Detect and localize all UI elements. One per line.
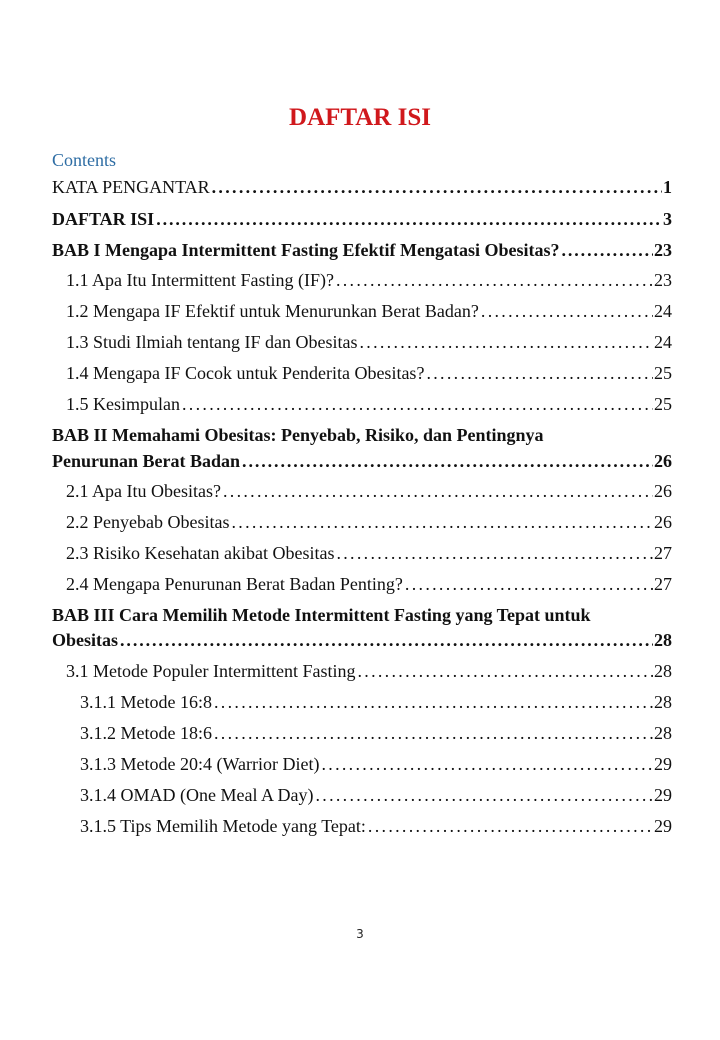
toc-page-number: 29 (654, 816, 672, 836)
toc-entry[interactable] (66, 542, 672, 564)
dot-leader (223, 480, 653, 502)
toc-entry-text: 2.1 Apa Itu Obesitas? (66, 481, 221, 501)
toc-entry-text: 1.1 Apa Itu Intermittent Fasting (IF)? (66, 270, 334, 290)
toc-entry-text: 3.1.5 Tips Memilih Metode yang Tepat: (80, 816, 366, 836)
dot-leader (156, 208, 662, 230)
toc-entry[interactable] (80, 753, 672, 775)
toc-entry[interactable] (66, 362, 672, 384)
dot-leader (182, 393, 653, 415)
toc-entry[interactable] (66, 300, 672, 322)
toc-chapter-entry[interactable] (52, 629, 672, 651)
toc-entry[interactable] (66, 660, 672, 682)
toc-entry[interactable] (66, 480, 672, 502)
toc-entry[interactable] (66, 573, 672, 595)
toc-chapter-entry-line1[interactable]: BAB III Cara Memilih Metode Intermittent Fasting yang Tepat untuk (52, 605, 591, 625)
dot-leader (561, 239, 653, 261)
toc-entry-text: 3.1.4 OMAD (One Meal A Day) (80, 785, 314, 805)
dot-leader (120, 629, 653, 651)
toc-page-number: 25 (654, 394, 672, 414)
toc-entry-text: Penurunan Berat Badan (52, 451, 241, 471)
page-number-footer: 3 (356, 927, 364, 941)
toc-entry[interactable] (66, 511, 672, 533)
toc-page-number: 3 (663, 209, 672, 229)
toc-entry-text: BAB I Mengapa Intermittent Fasting Efektif Mengatasi Obesitas? (52, 240, 560, 260)
toc-page-number: 28 (654, 692, 672, 712)
toc-entry[interactable] (52, 176, 672, 198)
toc-entry-text: 2.3 Risiko Kesehatan akibat Obesitas (66, 543, 335, 563)
dot-leader (368, 815, 653, 837)
toc-entry[interactable] (80, 722, 672, 744)
toc-entry-text: KATA PENGANTAR (52, 177, 210, 197)
dot-leader (481, 300, 653, 322)
dot-leader (357, 660, 653, 682)
toc-page-number: 28 (654, 630, 672, 650)
toc-entry-text: 1.2 Mengapa IF Efektif untuk Menurunkan Berat Badan? (66, 301, 479, 321)
toc-page-number: 29 (654, 785, 672, 805)
toc-entry[interactable] (66, 269, 672, 291)
toc-page-number: 28 (654, 661, 672, 681)
toc-chapter-entry-line1[interactable]: BAB II Memahami Obesitas: Penyebab, Risiko, dan Pentingnya (52, 425, 544, 445)
toc-entry-text: 1.4 Mengapa IF Cocok untuk Penderita Obesitas? (66, 363, 425, 383)
dot-leader (359, 331, 653, 353)
toc-entry[interactable] (66, 331, 672, 353)
toc-page-number: 27 (654, 574, 672, 594)
toc-entry[interactable] (66, 393, 672, 415)
toc-page-number: 24 (654, 301, 672, 321)
toc-page-number: 26 (654, 451, 672, 471)
toc-entry-text: 1.3 Studi Ilmiah tentang IF dan Obesitas (66, 332, 358, 352)
toc-page-number: 24 (654, 332, 672, 352)
toc-entry-text: 3.1 Metode Populer Intermittent Fasting (66, 661, 356, 681)
toc-entry[interactable] (52, 208, 672, 230)
dot-leader (212, 176, 662, 198)
toc-entry-text: 1.5 Kesimpulan (66, 394, 180, 414)
dot-leader (336, 269, 653, 291)
toc-entry[interactable] (80, 815, 672, 837)
toc-chapter-entry[interactable] (52, 239, 672, 261)
toc-entry-text: 3.1.3 Metode 20:4 (Warrior Diet) (80, 754, 320, 774)
dot-leader (336, 542, 653, 564)
toc-entry-text: 2.2 Penyebab Obesitas (66, 512, 230, 532)
dot-leader (214, 722, 653, 744)
page-title: DAFTAR ISI (289, 104, 431, 131)
dot-leader (231, 511, 653, 533)
toc-chapter-entry[interactable] (52, 450, 672, 472)
contents-label: Contents (52, 150, 117, 170)
dot-leader (315, 784, 653, 806)
dot-leader (426, 362, 653, 384)
dot-leader (321, 753, 653, 775)
toc-entry[interactable] (80, 784, 672, 806)
toc-page-number: 26 (654, 481, 672, 501)
toc-entry-text: Obesitas (52, 630, 119, 650)
toc-page-number: 28 (654, 723, 672, 743)
dot-leader (242, 450, 653, 472)
toc-entry[interactable] (80, 691, 672, 713)
toc-page-number: 23 (654, 240, 672, 260)
toc-entry-text: DAFTAR ISI (52, 209, 155, 229)
toc-entry-text: 2.4 Mengapa Penurunan Berat Badan Penting? (66, 574, 403, 594)
toc-entry-text: 3.1.1 Metode 16:8 (80, 692, 212, 712)
toc-page-number: 29 (654, 754, 672, 774)
dot-leader (214, 691, 653, 713)
toc-entry-text: 3.1.2 Metode 18:6 (80, 723, 212, 743)
toc-page-number: 27 (654, 543, 672, 563)
toc-page-number: 25 (654, 363, 672, 383)
toc-page-number: 26 (654, 512, 672, 532)
toc-page-number: 1 (663, 177, 672, 197)
dot-leader (405, 573, 653, 595)
toc-page-number: 23 (654, 270, 672, 290)
